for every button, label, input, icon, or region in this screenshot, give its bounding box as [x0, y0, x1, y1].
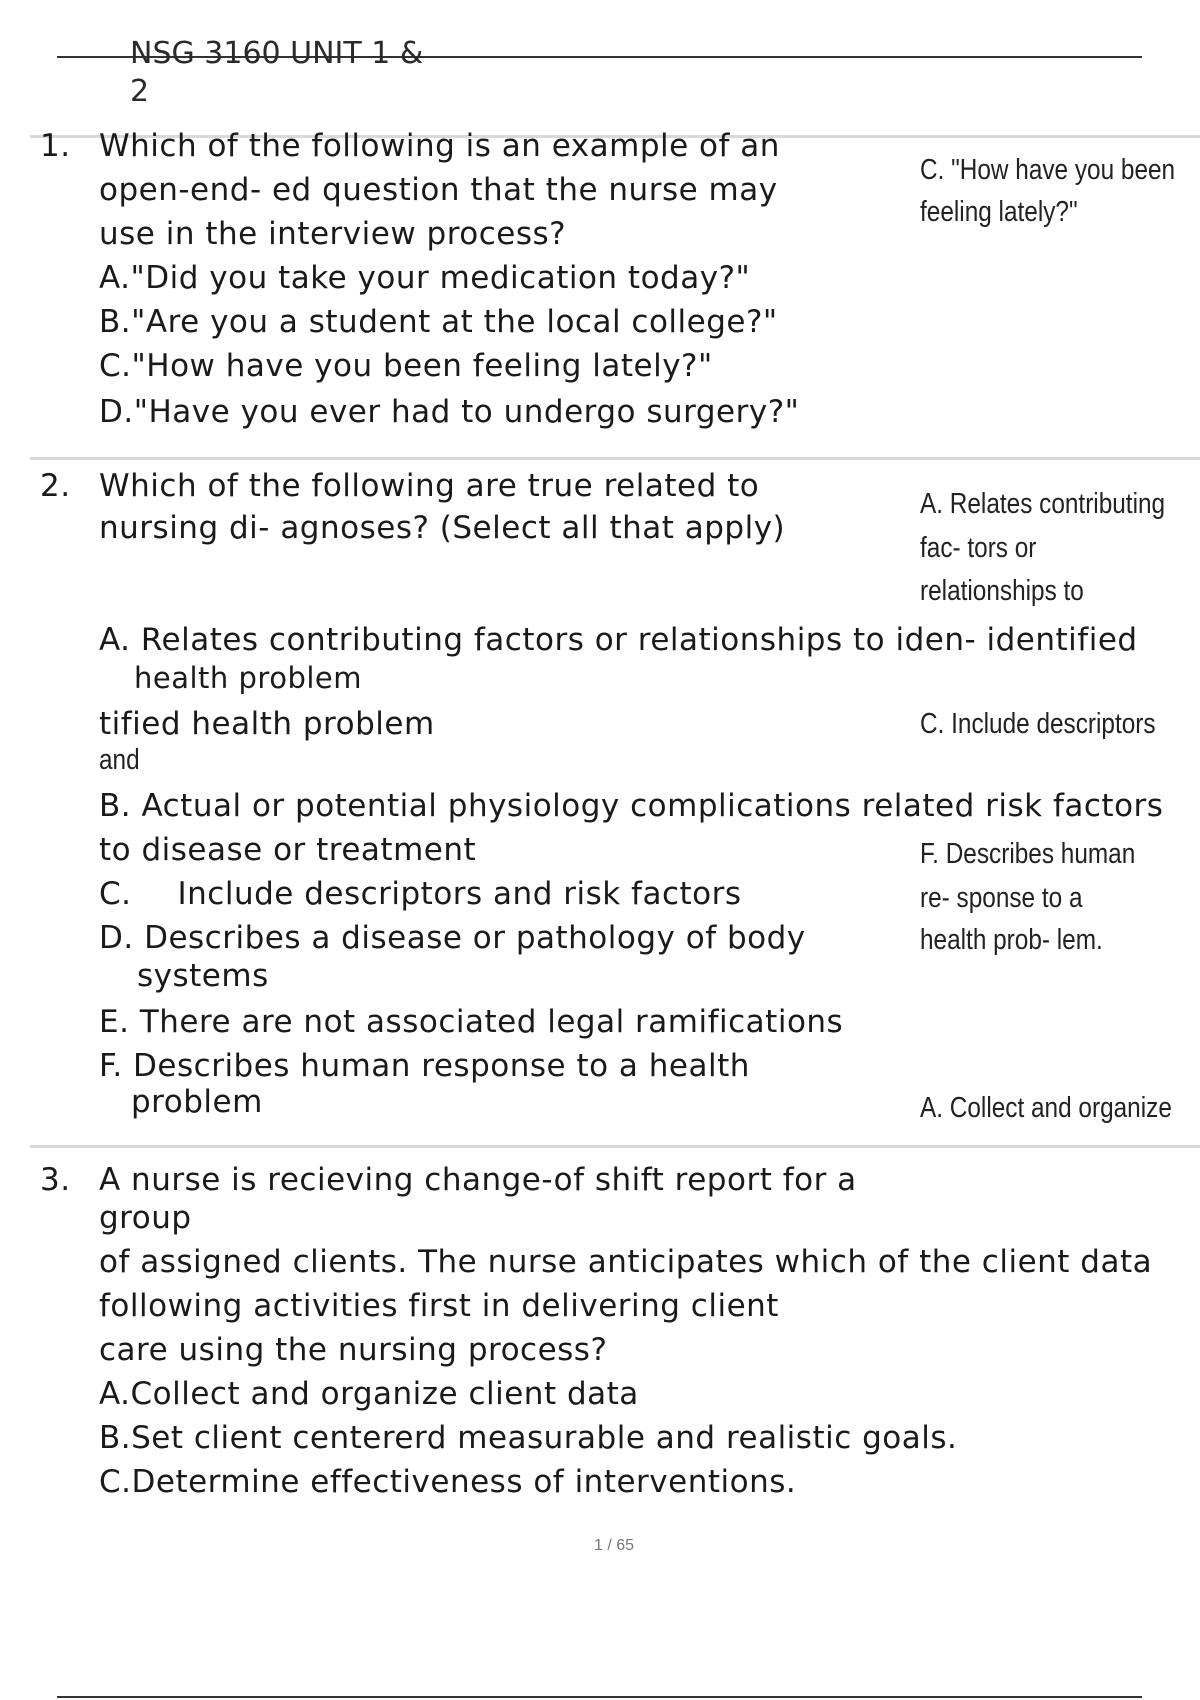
document-title-line2: 2 — [130, 74, 150, 109]
option-e: E. There are not associated legal ramifications — [99, 1004, 844, 1040]
answer-line: C. Include descriptors — [920, 708, 1156, 740]
option-a-line: tified health problem — [99, 706, 435, 742]
option-text: Collect and organize client data — [130, 1376, 639, 1412]
question-stem-line: following activities first in delivering client — [99, 1288, 779, 1324]
option-text: "Have you ever had to undergo surgery?" — [133, 394, 800, 430]
option-b — [99, 1420, 957, 1456]
page-number: 1 / 65 — [593, 1537, 635, 1554]
question-number: 3. — [40, 1162, 71, 1198]
answer-line: re- sponse to a — [920, 882, 1083, 914]
option-c — [99, 876, 742, 912]
question-stem-line: open-end- ed question that the nurse may — [99, 172, 778, 208]
option-letter: A. — [99, 1376, 131, 1412]
section-divider — [30, 1145, 1200, 1148]
footer-rule — [57, 1696, 1142, 1698]
option-text: Determine effectiveness of interventions. — [131, 1464, 797, 1500]
answer-line: A. Collect and organize — [920, 1092, 1172, 1124]
question-stem-line: group — [99, 1200, 192, 1236]
option-letter: A. — [99, 260, 131, 296]
option-b-line: to disease or treatment — [99, 832, 477, 868]
option-letter: D. — [99, 394, 134, 430]
question-stem-line: Which of the following is an example of an — [99, 128, 780, 164]
option-letter: C. — [99, 876, 132, 912]
option-text: Set client centererd measurable and realistic goals. — [131, 1420, 958, 1456]
answer-line: A. Relates contributing — [920, 488, 1166, 520]
question-stem-line: A nurse is recieving change-of shift report for a — [99, 1162, 857, 1198]
question-stem-line: of assigned clients. The nurse anticipates which of the client data — [99, 1244, 1153, 1280]
option-c — [99, 1464, 796, 1500]
question-number: 1. — [40, 128, 71, 164]
option-b — [99, 304, 778, 340]
answer-line: health prob- lem. — [920, 924, 1103, 956]
option-a-line: health problem — [134, 661, 363, 695]
option-text: "Are you a student at the local college?" — [131, 304, 778, 340]
option-a — [99, 1376, 639, 1412]
answer-line: F. Describes human — [920, 838, 1136, 870]
option-d — [99, 394, 799, 430]
option-text: "Did you take your medication today?" — [130, 260, 751, 296]
answer-line: fac- tors or — [920, 532, 1037, 564]
option-a — [99, 260, 750, 296]
option-text: "How have you been feeling lately?" — [131, 348, 713, 384]
option-f-line: problem — [131, 1084, 263, 1120]
question-stem-line: Which of the following are true related to — [99, 468, 760, 504]
option-f-line: F. Describes human response to a health — [99, 1048, 750, 1084]
question-number: 2. — [40, 468, 71, 504]
and-fragment: and — [99, 744, 140, 776]
option-d-line: systems — [137, 958, 269, 994]
option-b-line: B. Actual or potential physiology complications related risk factors — [99, 788, 1164, 824]
answer-line: feeling lately?" — [920, 196, 1078, 228]
option-a-line: A. Relates contributing factors or relationships to iden- identified — [99, 622, 1138, 658]
option-letter: B. — [99, 304, 132, 340]
option-letter: B. — [99, 1420, 132, 1456]
option-text: Include descriptors and risk factors — [177, 876, 742, 912]
answer-line: relationships to — [920, 575, 1084, 607]
section-divider — [30, 457, 1200, 460]
document-title-line1: NSG 3160 UNIT 1 & — [130, 36, 424, 71]
option-letter: C. — [99, 1464, 132, 1500]
question-stem-line: care using the nursing process? — [99, 1332, 608, 1368]
answer-line: C. "How have you been — [920, 154, 1176, 186]
question-stem-line: use in the interview process? — [99, 216, 567, 252]
option-letter: C. — [99, 348, 132, 384]
option-d-line: D. Describes a disease or pathology of body — [99, 920, 806, 956]
option-c — [99, 348, 713, 384]
question-stem-line: nursing di- agnoses? (Select all that apply) — [99, 510, 786, 546]
